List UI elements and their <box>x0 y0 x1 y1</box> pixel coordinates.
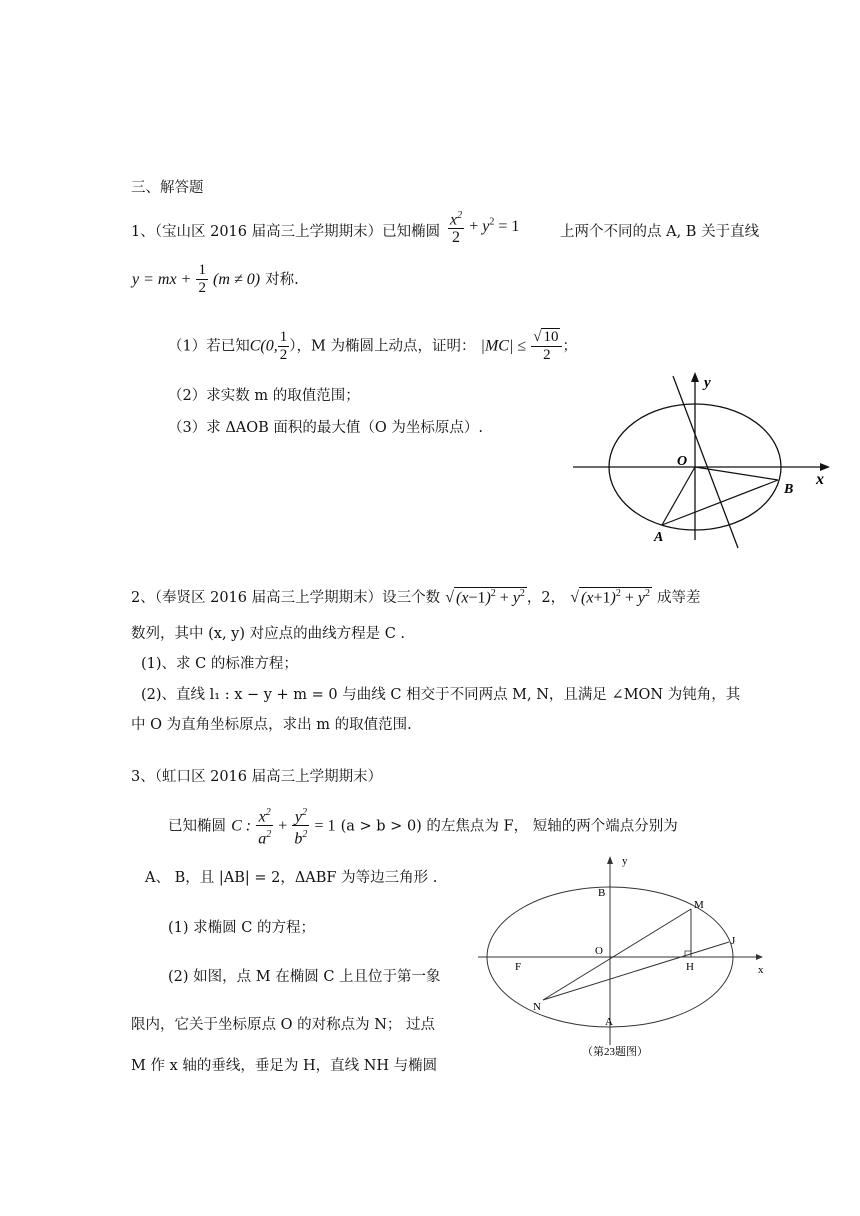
fig3-segment-NM <box>543 909 691 1000</box>
fig3-label-B: B <box>598 887 606 899</box>
fig3-x-arrow <box>756 954 763 960</box>
sqrt-expression-1: √ $(x-1)^2 + y^2$ <box>445 587 525 606</box>
problem1-q3: （3）求 ΔAOB 面积的最大值（O 为坐标原点）. <box>168 420 484 436</box>
problem1-source: （宝山区 2016 届高三上学期期末） <box>154 224 383 240</box>
fig3-label-J: J <box>731 935 736 947</box>
problem2-q2-line2: 中 O 为直角坐标原点，求出 m 的取值范围. <box>131 717 412 733</box>
problem3-line2: A、 B，且 |AB| = 2，ΔABF 为等边三角形 . <box>145 870 438 886</box>
fig1-segment-OB <box>695 467 778 480</box>
fig3-label-N: N <box>533 1001 541 1013</box>
problem1-intro: 已知椭圆 <box>382 224 441 240</box>
fig1-label-y: y <box>704 375 711 391</box>
fig1-label-B: B <box>784 482 794 497</box>
problem3-q1: (1) 求椭圆 C 的方程； <box>168 920 315 936</box>
fig1-segment-AB <box>662 480 778 525</box>
problem2-line1: 2、（奉贤区 2016 届高三上学期期末）设三个数 √ $(x-1)^2 + y^2$ ，2， √ $(x+1)^2 + y^2$ 成等差 <box>131 587 701 606</box>
problem3-intro: 已知椭圆 C : $\frac{x^2}{a^2}$ + $\frac{y^2}{b^2}$ = 1 (a > b > 0) 的左焦点为 F， 短轴的两个端点分别为 <box>168 804 678 848</box>
problem3-figure <box>470 850 770 1065</box>
fig3-caption: （第23题图） <box>582 1046 648 1058</box>
fig1-y-arrow <box>691 372 699 382</box>
fig1-label-x: x <box>816 471 824 488</box>
problem3-header: 3、（虹口区 2016 届高三上学期期末） <box>131 769 383 785</box>
problem2-q1: (1)、求 C 的标准方程； <box>141 656 298 672</box>
fig3-label-A: A <box>605 1016 613 1028</box>
fig1-label-A: A <box>654 530 664 545</box>
fig3-label-x: x <box>758 964 764 976</box>
fig3-y-arrow <box>607 856 613 864</box>
fig3-label-O: O <box>595 945 603 957</box>
problem3-q2-line1: (2) 如图，点 M 在椭圆 C 上且位于第一象 <box>168 969 441 985</box>
ellipse-equation: $\frac{x^2}{2}$ + $y^2 = 1$ <box>448 207 519 246</box>
fig3-segment-NJ <box>543 942 729 1000</box>
fig1-x-arrow <box>820 463 830 471</box>
problem2-q2-line1: (2)、直线 l₁ : x − y + m = 0 与曲线 C 相交于不同两点 M, N，且满足 ∠MON 为钝角，其 <box>141 687 741 703</box>
problem1-number: 1、 <box>131 224 155 240</box>
problem1-q2: （2）求实数 m 的取值范围； <box>168 388 360 404</box>
problem3-q2-line3: M 作 x 轴的垂线，垂足为 H，直线 NH 与椭圆 <box>131 1058 438 1074</box>
fig1-label-O: O <box>677 454 688 469</box>
sqrt-expression-2: √ $(x+1)^2 + y^2$ <box>570 587 650 606</box>
problem1-after-ellipse: 上两个不同的点 A, B 关于直线 <box>560 224 760 240</box>
problem1-q1: （1）若已知C(0, $\frac{1}{2}$ ），M 为椭圆上动点，证明： |MC| ≤ $\frac{√ 10}{2}$ ； <box>168 328 577 363</box>
problem2-line2: 数列，其中 (x, y) 对应点的曲线方程是 C . <box>131 626 406 642</box>
symmetry-line: y = mx + $\frac{1}{2}$ (m ≠ 0) 对称. <box>132 262 299 296</box>
fig3-label-H: H <box>686 961 694 973</box>
fig3-label-F: F <box>515 961 522 973</box>
section-heading: 三、解答题 <box>131 180 204 196</box>
fig1-segment-OA <box>662 467 695 525</box>
problem3-q2-line2: 限内，它关于坐标原点 O 的对称点为 N； 过点 <box>131 1017 436 1033</box>
fig3-label-y: y <box>622 855 628 867</box>
fig3-label-M: M <box>694 899 704 911</box>
problem1-header <box>131 220 440 241</box>
problem1-figure <box>565 370 835 550</box>
